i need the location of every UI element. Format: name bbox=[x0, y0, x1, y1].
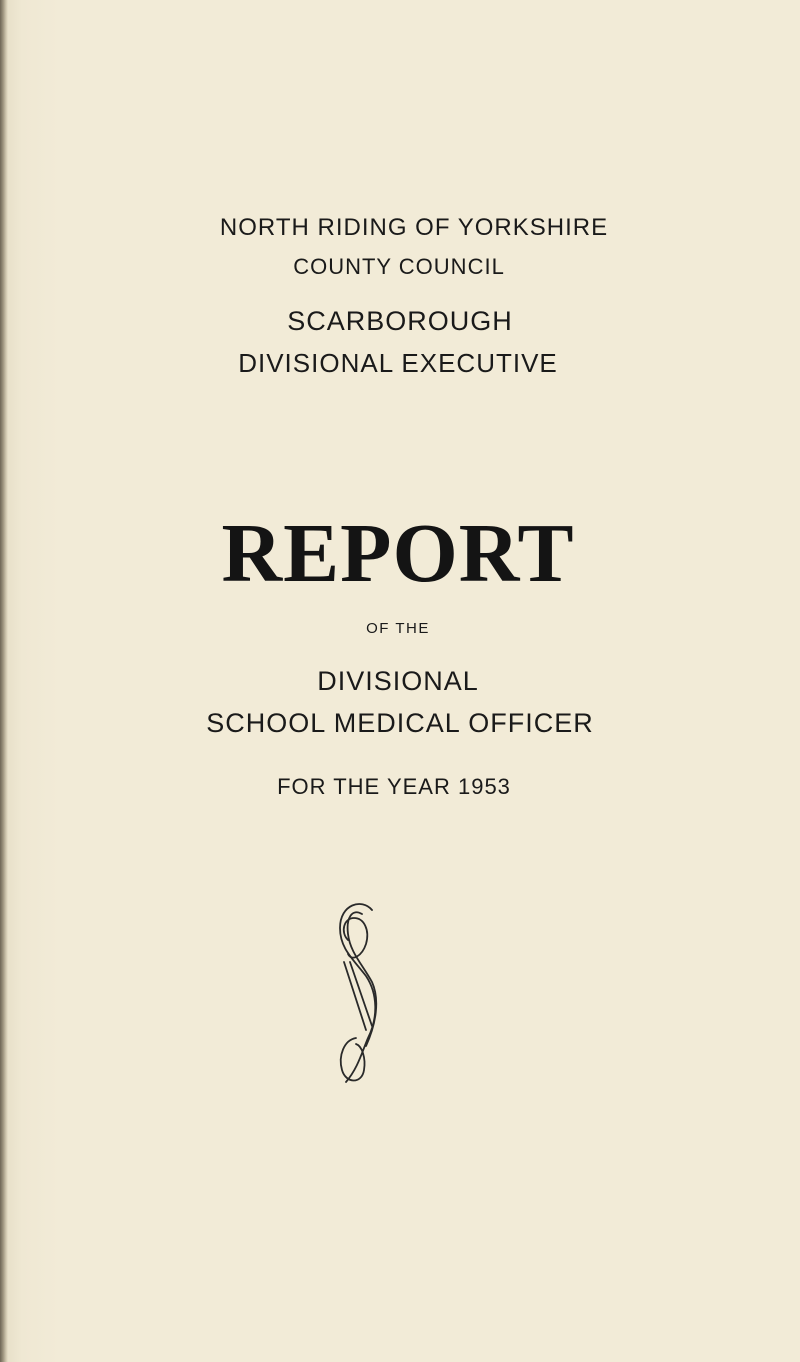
division-name: SCARBOROUGH bbox=[287, 306, 513, 336]
officer-title: SCHOOL MEDICAL OFFICER bbox=[206, 708, 594, 738]
report-title: REPORT bbox=[221, 507, 575, 600]
council-name: COUNTY COUNCIL bbox=[293, 254, 505, 279]
report-year: FOR THE YEAR 1953 bbox=[277, 774, 511, 799]
authority-name: NORTH RIDING OF YORKSHIRE bbox=[219, 214, 609, 241]
executive-name: DIVISIONAL EXECUTIVE bbox=[238, 348, 558, 378]
of-the-label: OF THE bbox=[366, 620, 430, 637]
ornamental-s-emblem-icon bbox=[322, 900, 382, 1085]
divisional-label: DIVISIONAL bbox=[317, 666, 479, 696]
